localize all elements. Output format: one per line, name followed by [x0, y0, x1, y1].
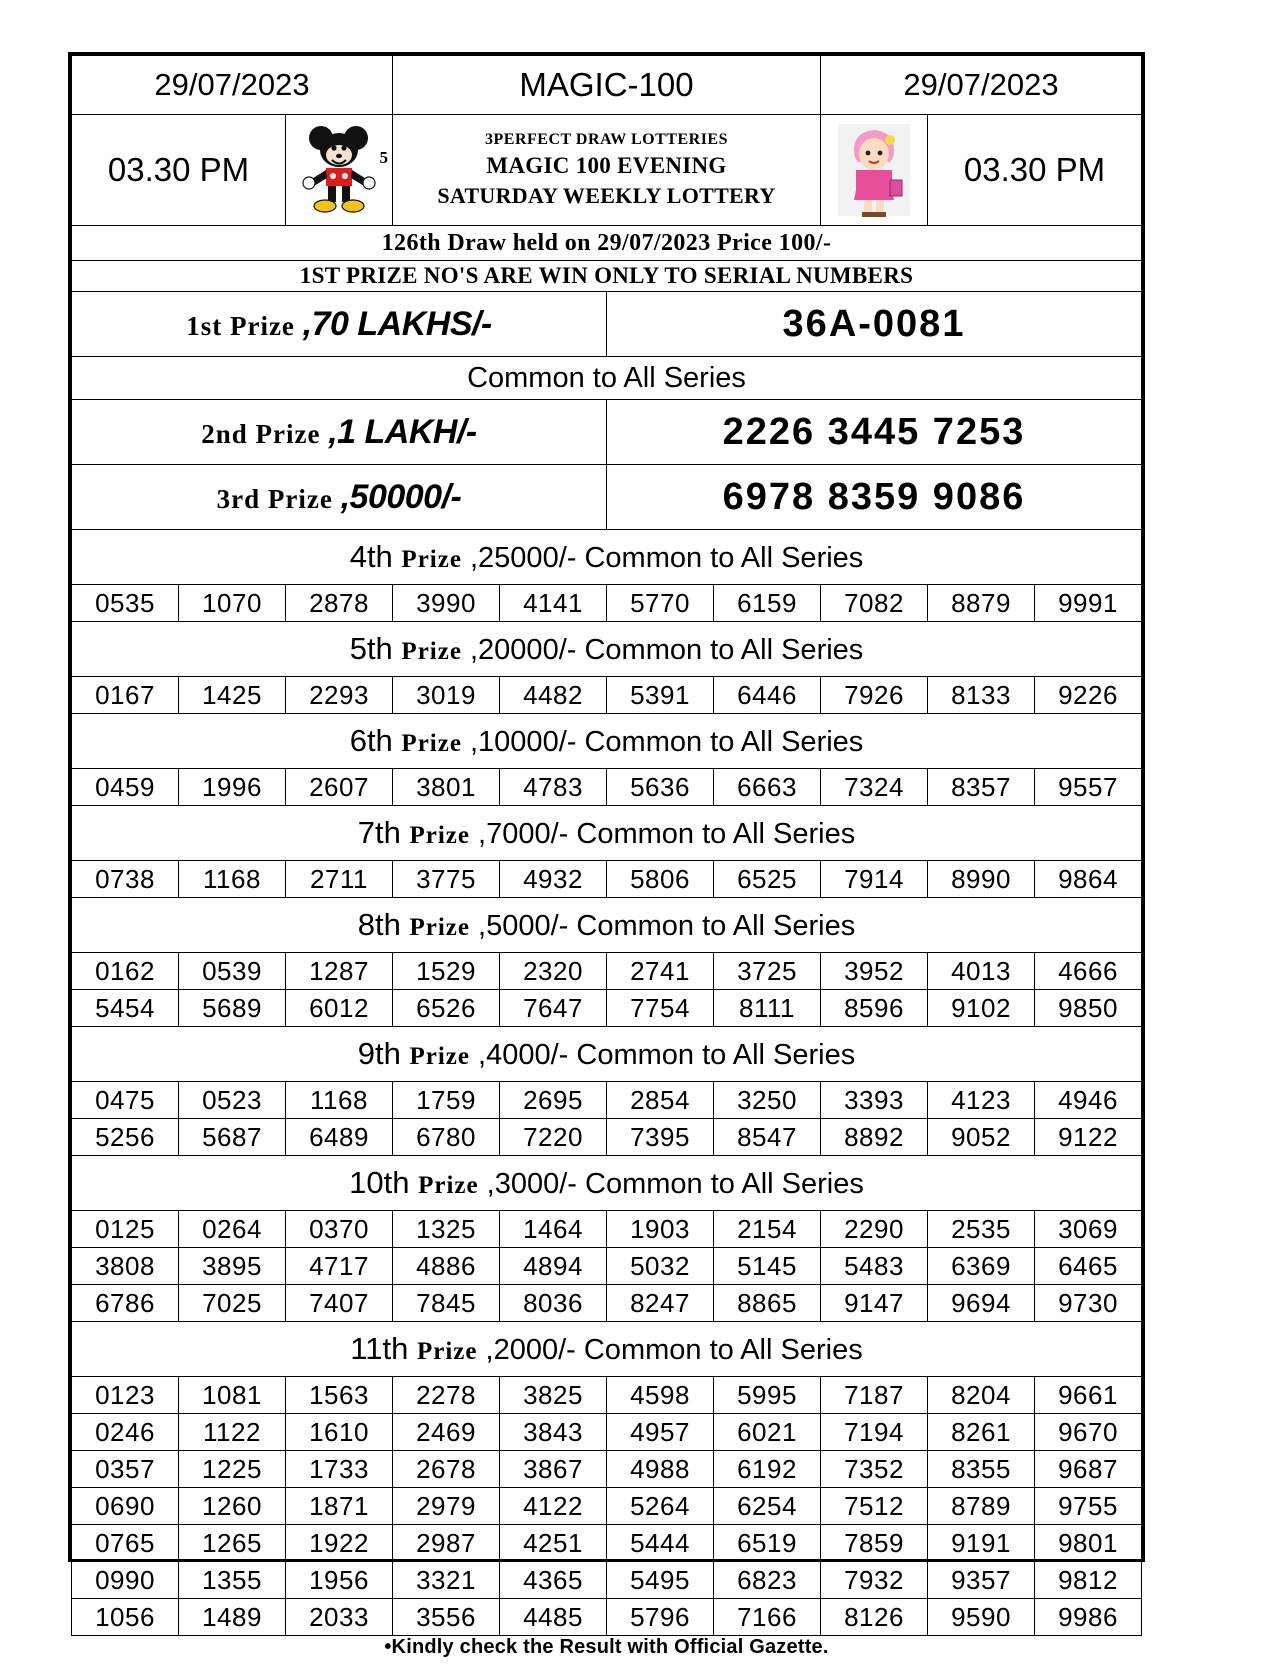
section-header-row [72, 530, 1142, 585]
girl-figure [834, 120, 914, 220]
winning-number-cell: 0765 [72, 1525, 179, 1562]
winning-number-cell: 1610 [286, 1414, 393, 1451]
winning-number-cell: 1759 [393, 1082, 500, 1119]
winning-number-cell: 9102 [928, 990, 1035, 1027]
winning-number-cell: 9226 [1035, 677, 1142, 714]
winning-number-cell: 1996 [179, 769, 286, 806]
winning-number-cell: 5689 [179, 990, 286, 1027]
section-header [72, 898, 1142, 953]
winning-number-cell: 6192 [714, 1451, 821, 1488]
first-prize-common-row [72, 357, 1142, 400]
winning-number-cell: 7220 [500, 1119, 607, 1156]
prize-note-row [72, 261, 1142, 292]
winning-number-cell: 3393 [821, 1082, 928, 1119]
winning-number-cell: 1489 [179, 1599, 286, 1636]
section-ordinal: 11th [350, 1331, 417, 1366]
winning-number-cell: 2278 [393, 1377, 500, 1414]
winning-number-cell: 3867 [500, 1451, 607, 1488]
winning-number-cell: 7512 [821, 1488, 928, 1525]
winning-number-cell: 8133 [928, 677, 1035, 714]
winning-number-cell: 2741 [607, 953, 714, 990]
winning-number-cell: 1225 [179, 1451, 286, 1488]
winning-number-cell: 0535 [72, 585, 179, 622]
winning-number-cell: 1168 [286, 1082, 393, 1119]
header-time-left: 03.30 PM [72, 115, 286, 226]
winning-number-cell: 8126 [821, 1599, 928, 1636]
winning-number-cell: 0357 [72, 1451, 179, 1488]
winning-number-cell: 8357 [928, 769, 1035, 806]
winning-number-cell: 1287 [286, 953, 393, 990]
winning-number-cell: 8204 [928, 1377, 1035, 1414]
winning-number-cell: 3801 [393, 769, 500, 806]
table-row [72, 1248, 1142, 1285]
winning-number-cell: 9147 [821, 1285, 928, 1322]
table-row [72, 1119, 1142, 1156]
winning-number-cell: 9670 [1035, 1414, 1142, 1451]
winning-number-cell: 3825 [500, 1377, 607, 1414]
section-ordinal: 6th [349, 723, 402, 758]
section-ordinal: 9th [357, 1036, 410, 1071]
table-row [72, 769, 1142, 806]
table-row [72, 1414, 1142, 1451]
section-header-row [72, 714, 1142, 769]
winning-number-cell: 0738 [72, 861, 179, 898]
winning-number-cell: 9864 [1035, 861, 1142, 898]
winning-number-cell: 1733 [286, 1451, 393, 1488]
winning-number-cell: 5995 [714, 1377, 821, 1414]
winning-number-cell: 4894 [500, 1248, 607, 1285]
winning-number-cell: 2535 [928, 1211, 1035, 1248]
draw-info: 126th Draw held on 29/07/2023 Price 100/- [72, 226, 1142, 261]
table-row [72, 585, 1142, 622]
winning-number-cell: 1871 [286, 1488, 393, 1525]
winning-number-cell: 8036 [500, 1285, 607, 1322]
table-row [72, 1285, 1142, 1322]
winning-number-cell: 1081 [179, 1377, 286, 1414]
winning-number-cell: 3321 [393, 1562, 500, 1599]
third-prize-row [72, 465, 1142, 530]
prize-note: 1ST PRIZE NO'S ARE WIN ONLY TO SERIAL NUMBERS [72, 261, 1142, 292]
winning-number-cell: 5495 [607, 1562, 714, 1599]
winning-number-cell: 4886 [393, 1248, 500, 1285]
winning-number-cell: 9730 [1035, 1285, 1142, 1322]
winning-number-cell: 2293 [286, 677, 393, 714]
winning-number-cell: 8990 [928, 861, 1035, 898]
winning-number-cell: 3019 [393, 677, 500, 714]
winning-number-cell: 6021 [714, 1414, 821, 1451]
winning-number-cell: 0246 [72, 1414, 179, 1451]
winning-number-cell: 1056 [72, 1599, 179, 1636]
table-row [72, 953, 1142, 990]
mascot-girl-icon [821, 115, 928, 226]
winning-number-cell: 3725 [714, 953, 821, 990]
winning-number-cell: 1070 [179, 585, 286, 622]
winning-number-cell: 7926 [821, 677, 928, 714]
winning-number-cell: 1529 [393, 953, 500, 990]
section-ordinal: 10th [349, 1165, 419, 1200]
winning-number-cell: 4988 [607, 1451, 714, 1488]
table-row [72, 1377, 1142, 1414]
brand-scheme-name: MAGIC 100 EVENING [486, 153, 727, 179]
winning-number-cell: 9122 [1035, 1119, 1142, 1156]
winning-number-cell: 7395 [607, 1119, 714, 1156]
winning-number-cell: 3069 [1035, 1211, 1142, 1248]
winning-number-cell: 2320 [500, 953, 607, 990]
table-row [72, 1082, 1142, 1119]
section-header-row [72, 806, 1142, 861]
first-prize-common-note: Common to All Series [72, 357, 1142, 400]
winning-number-cell: 4957 [607, 1414, 714, 1451]
winning-number-cell: 1563 [286, 1377, 393, 1414]
first-prize-number: 36A-0081 [607, 292, 1142, 357]
winning-number-cell: 6446 [714, 677, 821, 714]
winning-number-cell: 6012 [286, 990, 393, 1027]
winning-number-cell: 7194 [821, 1414, 928, 1451]
winning-number-cell: 5796 [607, 1599, 714, 1636]
section-ordinal: 7th [357, 815, 410, 850]
winning-number-cell: 6526 [393, 990, 500, 1027]
winning-number-cell: 0523 [179, 1082, 286, 1119]
brand-company-name: 3PERFECT DRAW LOTTERIES [485, 130, 728, 148]
mascot-left-number: 5 [379, 148, 388, 167]
winning-number-cell: 6519 [714, 1525, 821, 1562]
winning-number-cell: 2878 [286, 585, 393, 622]
winning-number-cell: 9755 [1035, 1488, 1142, 1525]
section-prize-word: Prize [418, 1172, 479, 1199]
section-amount: ,2000/- Common to All Series [477, 1334, 863, 1366]
winning-number-cell: 4122 [500, 1488, 607, 1525]
winning-number-cell: 3895 [179, 1248, 286, 1285]
winning-number-cell: 9191 [928, 1525, 1035, 1562]
header-row-brand [72, 115, 1142, 226]
section-ordinal: 5th [349, 631, 402, 666]
winning-number-cell: 1425 [179, 677, 286, 714]
result-table [71, 55, 1142, 1636]
winning-number-cell: 8111 [714, 990, 821, 1027]
table-row [72, 1562, 1142, 1599]
winning-number-cell: 8789 [928, 1488, 1035, 1525]
second-prize-label-cell [72, 400, 607, 465]
winning-number-cell: 8596 [821, 990, 928, 1027]
winning-number-cell: 1260 [179, 1488, 286, 1525]
winning-number-cell: 2290 [821, 1211, 928, 1248]
winning-number-cell: 8355 [928, 1451, 1035, 1488]
winning-number-cell: 9590 [928, 1599, 1035, 1636]
winning-number-cell: 0167 [72, 677, 179, 714]
result-sheet-frame [68, 52, 1145, 1658]
winning-number-cell: 6786 [72, 1285, 179, 1322]
section-header-row [72, 622, 1142, 677]
winning-number-cell: 3250 [714, 1082, 821, 1119]
section-amount: ,10000/- Common to All Series [461, 726, 864, 758]
third-prize-numbers: 6978 8359 9086 [607, 465, 1142, 530]
winning-number-cell: 6823 [714, 1562, 821, 1599]
section-ordinal: 4th [349, 539, 402, 574]
section-header [72, 1027, 1142, 1082]
winning-number-cell: 0475 [72, 1082, 179, 1119]
winning-number-cell: 4485 [500, 1599, 607, 1636]
header-date-left: 29/07/2023 [72, 56, 393, 115]
table-row [72, 861, 1142, 898]
winning-number-cell: 3990 [393, 585, 500, 622]
table-row [72, 1599, 1142, 1636]
winning-number-cell: 9850 [1035, 990, 1142, 1027]
winning-number-cell: 6489 [286, 1119, 393, 1156]
winning-number-cell: 9687 [1035, 1451, 1142, 1488]
winning-number-cell: 4666 [1035, 953, 1142, 990]
section-prize-word: Prize [409, 914, 470, 941]
winning-number-cell: 6465 [1035, 1248, 1142, 1285]
table-row [72, 677, 1142, 714]
winning-number-cell: 7025 [179, 1285, 286, 1322]
section-header-row [72, 1322, 1142, 1377]
winning-number-cell: 3775 [393, 861, 500, 898]
winning-number-cell: 5454 [72, 990, 179, 1027]
winning-number-cell: 8547 [714, 1119, 821, 1156]
section-amount: ,7000/- Common to All Series [470, 818, 856, 850]
winning-number-cell: 7932 [821, 1562, 928, 1599]
section-header-row [72, 1156, 1142, 1211]
winning-number-cell: 2987 [393, 1525, 500, 1562]
section-header [72, 714, 1142, 769]
winning-number-cell: 4717 [286, 1248, 393, 1285]
table-row [72, 1211, 1142, 1248]
winning-number-cell: 2979 [393, 1488, 500, 1525]
winning-number-cell: 1956 [286, 1562, 393, 1599]
winning-number-cell: 4123 [928, 1082, 1035, 1119]
second-prize-row [72, 400, 1142, 465]
winning-number-cell: 4365 [500, 1562, 607, 1599]
winning-number-cell: 8247 [607, 1285, 714, 1322]
winning-number-cell: 9357 [928, 1562, 1035, 1599]
winning-number-cell: 9801 [1035, 1525, 1142, 1562]
winning-number-cell: 0690 [72, 1488, 179, 1525]
winning-number-cell: 7914 [821, 861, 928, 898]
winning-number-cell: 7324 [821, 769, 928, 806]
winning-number-cell: 5264 [607, 1488, 714, 1525]
third-prize-amount: ,50000/- [340, 477, 462, 516]
winning-number-cell: 1265 [179, 1525, 286, 1562]
winning-number-cell: 7352 [821, 1451, 928, 1488]
winning-number-cell: 8892 [821, 1119, 928, 1156]
winning-number-cell: 4482 [500, 677, 607, 714]
winning-number-cell: 4251 [500, 1525, 607, 1562]
winning-number-cell: 4141 [500, 585, 607, 622]
winning-number-cell: 5444 [607, 1525, 714, 1562]
section-header [72, 530, 1142, 585]
footer-note-wrap [71, 1636, 1142, 1668]
second-prize-amount: ,1 LAKH/- [328, 412, 477, 451]
first-prize-label: 1st Prize [186, 310, 295, 341]
section-amount: ,20000/- Common to All Series [461, 634, 864, 666]
winning-number-cell: 6780 [393, 1119, 500, 1156]
mascot-mickey-icon [286, 115, 393, 226]
winning-number-cell: 7647 [500, 990, 607, 1027]
third-prize-label-cell [72, 465, 607, 530]
winning-number-cell: 6663 [714, 769, 821, 806]
footer-note: •Kindly check the Result with Official Gazette. [384, 1636, 829, 1658]
winning-number-cell: 0539 [179, 953, 286, 990]
winning-number-cell: 3952 [821, 953, 928, 990]
winning-number-cell: 5256 [72, 1119, 179, 1156]
winning-number-cell: 9557 [1035, 769, 1142, 806]
winning-number-cell: 4932 [500, 861, 607, 898]
winning-number-cell: 8865 [714, 1285, 821, 1322]
header-time-right: 03.30 PM [928, 115, 1142, 226]
winning-number-cell: 5636 [607, 769, 714, 806]
winning-number-cell: 5145 [714, 1248, 821, 1285]
header-title: MAGIC-100 [393, 56, 821, 115]
winning-number-cell: 3808 [72, 1248, 179, 1285]
winning-number-cell: 5483 [821, 1248, 928, 1285]
winning-number-cell: 2469 [393, 1414, 500, 1451]
winning-number-cell: 1922 [286, 1525, 393, 1562]
third-prize-label: 3rd Prize [216, 483, 333, 514]
section-prize-word: Prize [401, 730, 462, 757]
winning-number-cell: 9661 [1035, 1377, 1142, 1414]
winning-number-cell: 7082 [821, 585, 928, 622]
winning-number-cell: 0125 [72, 1211, 179, 1248]
winning-number-cell: 0162 [72, 953, 179, 990]
winning-number-cell: 1903 [607, 1211, 714, 1248]
winning-number-cell: 3843 [500, 1414, 607, 1451]
mickey-mouse-figure [294, 120, 384, 220]
draw-info-row [72, 226, 1142, 261]
section-header-row [72, 1027, 1142, 1082]
winning-number-cell: 9986 [1035, 1599, 1142, 1636]
winning-number-cell: 7859 [821, 1525, 928, 1562]
winning-number-cell: 7187 [821, 1377, 928, 1414]
winning-number-cell: 9991 [1035, 585, 1142, 622]
winning-number-cell: 9052 [928, 1119, 1035, 1156]
section-prize-word: Prize [416, 1338, 478, 1365]
winning-number-cell: 1168 [179, 861, 286, 898]
winning-number-cell: 1325 [393, 1211, 500, 1248]
brand-block [393, 115, 821, 226]
table-row [72, 1451, 1142, 1488]
header-date-right: 29/07/2023 [821, 56, 1142, 115]
winning-number-cell: 8879 [928, 585, 1035, 622]
table-row [72, 990, 1142, 1027]
winning-number-cell: 6254 [714, 1488, 821, 1525]
winning-number-cell: 0370 [286, 1211, 393, 1248]
section-amount: ,4000/- Common to All Series [470, 1039, 856, 1071]
first-prize-row [72, 292, 1142, 357]
section-header [72, 622, 1142, 677]
section-header [72, 1322, 1142, 1377]
section-amount: ,3000/- Common to All Series [478, 1168, 864, 1200]
winning-number-cell: 5032 [607, 1248, 714, 1285]
winning-number-cell: 2711 [286, 861, 393, 898]
section-prize-word: Prize [401, 638, 462, 665]
winning-number-cell: 0264 [179, 1211, 286, 1248]
winning-number-cell: 5806 [607, 861, 714, 898]
winning-number-cell: 7845 [393, 1285, 500, 1322]
winning-number-cell: 7407 [286, 1285, 393, 1322]
winning-number-cell: 2607 [286, 769, 393, 806]
winning-number-cell: 2678 [393, 1451, 500, 1488]
section-header-row [72, 898, 1142, 953]
section-prize-word: Prize [401, 546, 462, 573]
winning-number-cell: 2033 [286, 1599, 393, 1636]
section-prize-word: Prize [409, 822, 470, 849]
section-header [72, 1156, 1142, 1211]
winning-number-cell: 6525 [714, 861, 821, 898]
brand-lottery-type: SATURDAY WEEKLY LOTTERY [437, 183, 776, 209]
section-amount: ,25000/- Common to All Series [461, 542, 864, 574]
winning-number-cell: 7754 [607, 990, 714, 1027]
section-header [72, 806, 1142, 861]
first-prize-amount: ,70 LAKHS/- [302, 304, 492, 343]
winning-number-cell: 8261 [928, 1414, 1035, 1451]
winning-number-cell: 6369 [928, 1248, 1035, 1285]
winning-number-cell: 1464 [500, 1211, 607, 1248]
section-amount: ,5000/- Common to All Series [470, 910, 856, 942]
winning-number-cell: 6159 [714, 585, 821, 622]
winning-number-cell: 0459 [72, 769, 179, 806]
section-ordinal: 8th [357, 907, 410, 942]
second-prize-label: 2nd Prize [201, 418, 321, 449]
winning-number-cell: 1122 [179, 1414, 286, 1451]
winning-number-cell: 0123 [72, 1377, 179, 1414]
winning-number-cell: 5770 [607, 585, 714, 622]
header-row-dates [72, 56, 1142, 115]
winning-number-cell: 4013 [928, 953, 1035, 990]
winning-number-cell: 4946 [1035, 1082, 1142, 1119]
winning-number-cell: 5687 [179, 1119, 286, 1156]
second-prize-numbers: 2226 3445 7253 [607, 400, 1142, 465]
winning-number-cell: 3556 [393, 1599, 500, 1636]
table-row [72, 1488, 1142, 1525]
winning-number-cell: 0990 [72, 1562, 179, 1599]
winning-number-cell: 4598 [607, 1377, 714, 1414]
winning-number-cell: 9812 [1035, 1562, 1142, 1599]
winning-number-cell: 2695 [500, 1082, 607, 1119]
winning-number-cell: 2154 [714, 1211, 821, 1248]
first-prize-label-cell [72, 292, 607, 357]
winning-number-cell: 1355 [179, 1562, 286, 1599]
winning-number-cell: 7166 [714, 1599, 821, 1636]
winning-number-cell: 2854 [607, 1082, 714, 1119]
winning-number-cell: 9694 [928, 1285, 1035, 1322]
table-row [72, 1525, 1142, 1562]
section-prize-word: Prize [409, 1043, 470, 1070]
winning-number-cell: 5391 [607, 677, 714, 714]
winning-number-cell: 4783 [500, 769, 607, 806]
